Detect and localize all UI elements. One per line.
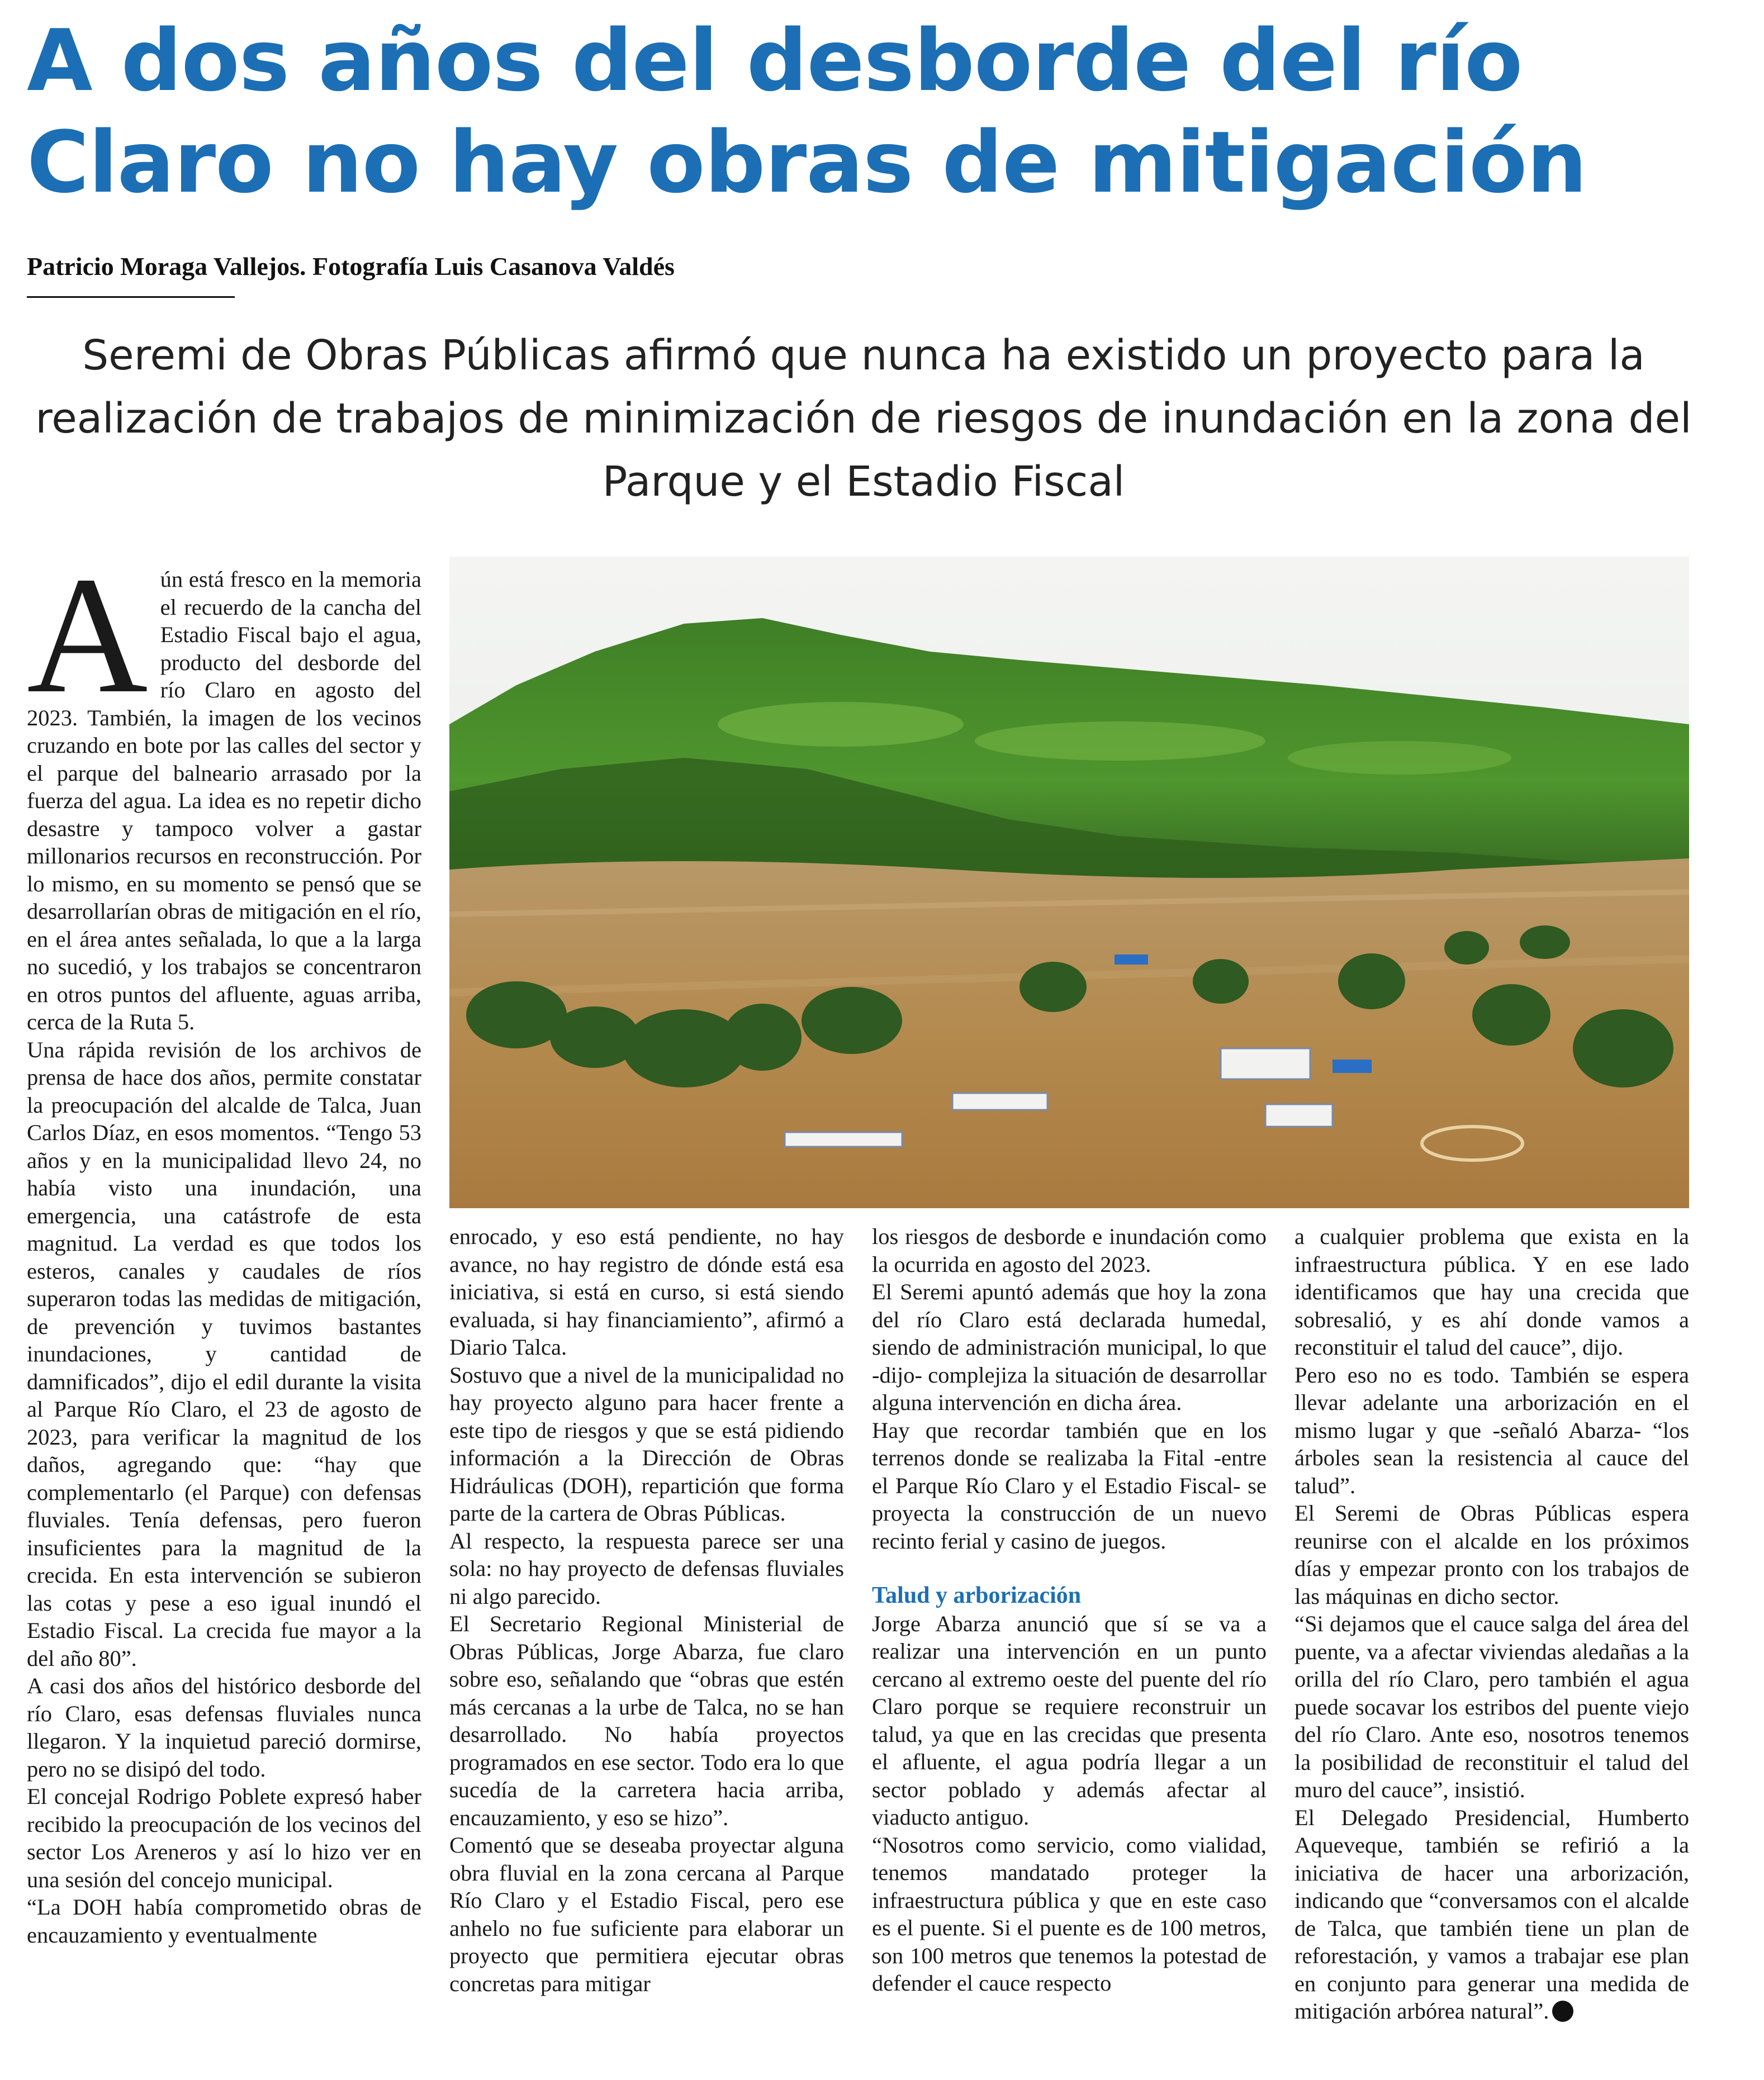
paragraph-last [1294, 1804, 1689, 2025]
paragraph: Sostuvo que a nivel de la municipalidad no hay proyecto alguno para hacer frente a este tipo de riesgos y que se está pidiendo información a la Dirección de Obras Hidráulicas (DOH), repartición que forma parte de la cartera de Obras Públicas. [449, 1362, 844, 1526]
paragraph: a cualquier problema que exista en la infraestructura pública. Y en ese lado identificamos que hay una crecida que sobresalió, y es ahí donde vamos a reconstituir el talud del cauce”, dijo. [1294, 1224, 1689, 1360]
paragraph: ún está fresco en la memoria el recuerdo de la cancha del Estadio Fiscal bajo el agua, producto del desborde del río Claro en agosto del 2023. También, la imagen de los vecinos cruzando en bote por las calles del sector y el parque del balneario arrasado por la fuerza del agua. La idea es no repetir dicho desastre y tampoco volver a gastar millonarios recursos en reconstrucción. Por lo mismo, en su momento se pensó que se desarrollarían obras de mitigación en el río, en el área antes señalada, lo que a la larga no sucedió, y los trabajos se concentraron en otros puntos del afluente, aguas arriba, cerca de la Ruta 5. [27, 567, 421, 1034]
paragraph: El Seremi de Obras Públicas espera reunirse con el alcalde en los próximos días y empezar pronto con los trabajos de las máquinas en dicho sector. [1294, 1500, 1689, 1609]
paragraph: A casi dos años del histórico desborde del río Claro, esas defensas fluviales nunca llegaron. Y la inquietud pareció dormirse, pero no se disipó del todo. [27, 1673, 421, 1782]
paragraph: enrocado, y eso está pendiente, no hay avance, no hay registro de dónde está esa iniciativa, si está en curso, si está siendo evaluada, si hay financiamiento”, afirmó a Diario Talca. [449, 1224, 844, 1360]
byline: Patricio Moraga Vallejos. Fotografía Luis Casanova Valdés [27, 252, 675, 281]
paragraph: “La DOH había comprometido obras de encauzamiento y eventualmente [27, 1894, 421, 1948]
section-subhead: Talud y arborización [872, 1583, 1082, 1608]
paragraph: Hay que recordar también que en los terrenos donde se realizaba la Fital -entre el Parque Río Claro y el Estadio Fiscal- se proyecta la construcción de un nuevo recinto ferial y casino de juegos. [872, 1417, 1267, 1554]
paragraph-text: El Delegado Presidencial, Humberto Aqueveque, también se refirió a la iniciativa de hacer una arborización, indicando que “conversamos con el alcalde de Talca, que también tiene un plan de reforestación, y vamos a trabajar ese plan en conjunto para generar una medida de mitigación arbórea natural”. [1294, 1804, 1689, 2024]
paragraph: Una rápida revisión de los archivos de prensa de hace dos años, permite constatar la preocupación del alcalde de Talca, Juan Carlos Díaz, en esos momentos. “Tengo 53 años y en la municipalidad llevo 24, no había visto una inundación, una emergencia, una catástrofe de esta magnitud. La verdad es que todos los esteros, canales y caudales de ríos superaron todas las medidas de mitigación, de prevención y tuvimos bastantes inundaciones, y cantidad de damnificados”, dijo el edil durante la visita al Parque Río Claro, el 23 de agosto de 2023, para verificar la magnitud de los daños, agregando que: “hay que complementarlo (el Parque) con defensas fluviales. Tenía defensas, pero fueron insuficientes para la magnitud de la crecida. En esta intervención se subieron las cotas y pese a eso igual inundó el Estadio Fiscal. La crecida fue mayor a la del año 80”. [27, 1037, 421, 1671]
drop-cap: A [27, 542, 148, 728]
column-3 [872, 1223, 1267, 1997]
flood-aerial-photo-icon [449, 557, 1689, 1208]
column-1 [27, 542, 421, 1949]
paragraph: “Nosotros como servicio, como vialidad, tenemos mandatado proteger la infraestructura pública y que en este caso es el puente. Si el puente es de 100 metros, son 100 metros que tenemos la potestad de defender el cauce respecto [872, 1832, 1267, 1996]
end-mark-icon [1552, 2001, 1573, 2022]
paragraph: Al respecto, la respuesta parece ser una sola: no hay proyecto de defensas fluviales ni algo parecido. [449, 1528, 844, 1609]
deck: Seremi de Obras Públicas afirmó que nunca ha existido un proyecto para la realización de trabajos de minimización de riesgos de inundación en la zona del Parque y el Estadio Fiscal [35, 331, 1692, 506]
column-4 [1294, 1223, 1689, 2025]
paragraph: Comentó que se deseaba proyectar alguna obra fluvial en la zona cercana al Parque Río Claro y el Estadio Fiscal, pero ese anhelo no fue suficiente para elaborar un proyecto que permitiera ejecutar obras concretas para mitigar [449, 1832, 844, 1996]
column-2 [449, 1223, 844, 1997]
paragraph: El Seremi apuntó además que hoy la zona del río Claro está declarada humedal, siendo de administración municipal, lo que -dijo- complejiza la situación de desarrollar alguna intervención en dicha área. [872, 1279, 1267, 1415]
paragraph: “Si dejamos que el cauce salga del área del puente, va a afectar viviendas aledañas a la orilla del río Claro, pero también el agua puede socavar los estribos del puente viejo del río Claro. Ante eso, nosotros tenemos la posibilidad de reconstituir el talud del muro del cauce”, insistió. [1294, 1611, 1689, 1802]
headline: A dos años del desborde del río Claro no hay obras de mitigación [27, 11, 1587, 212]
paragraph: El concejal Rodrigo Poblete expresó haber recibido la preocupación de los vecinos del sector Los Areneros y así lo hizo ver en una sesión del concejo municipal. [27, 1784, 421, 1892]
paragraph: los riesgos de desborde e inundación como la ocurrida en agosto del 2023. [872, 1224, 1267, 1277]
byline-rule [27, 296, 235, 298]
flood-aerial-photo [449, 557, 1689, 1208]
paragraph: El Secretario Regional Ministerial de Obras Públicas, Jorge Abarza, fue claro sobre eso, señalando que “obras que estén más cercanas a la urbe de Talca, no se han desarrollado. No había proyectos programados en ese sector. Todo era lo que sucedía de la carretera hacia arriba, encauzamiento, y eso se hizo”. [449, 1611, 844, 1830]
paragraph: Pero eso no es todo. También se espera llevar adelante una arborización en el mismo lugar y que -señaló Abarza- “los árboles sean la resistencia al cauce del talud”. [1294, 1362, 1689, 1498]
paragraph: Jorge Abarza anunció que sí se va a realizar una intervención en un punto cercano al extremo oeste del puente del río Claro porque se requiere reconstruir un talud, ya que en las crecidas que presenta el afluente, el agua podría llegar a un sector poblado y además afectar al viaducto antiguo. [872, 1611, 1267, 1830]
